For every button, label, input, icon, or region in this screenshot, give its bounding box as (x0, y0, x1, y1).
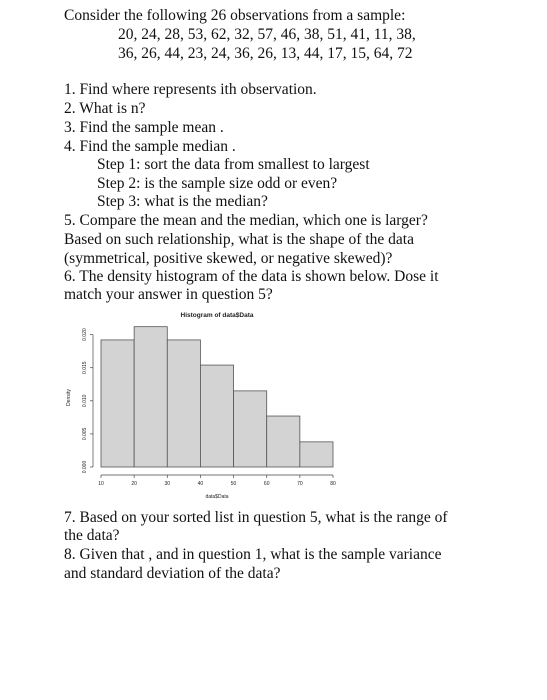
data-values-line-1: 20, 24, 28, 53, 62, 32, 57, 46, 38, 51, 41, 11, 38, (118, 26, 416, 43)
y-axis-label: Density (66, 389, 72, 406)
question-3: 3. Find the sample mean . (64, 119, 224, 136)
question-5-line-3: (symmetrical, positive skewed, or negative skewed)? (64, 250, 393, 267)
x-tick-label: 40 (197, 481, 204, 487)
y-tick-label: 0.015 (82, 361, 88, 374)
question-7-line-1: 7. Based on your sorted list in question 5, what is the range of (64, 509, 448, 526)
question-6-line-1: 6. The density histogram of the data is shown below. Dose it (64, 268, 439, 285)
x-tick-label: 30 (164, 481, 171, 487)
question-4-step-1: Step 1: sort the data from smallest to largest (97, 156, 370, 173)
question-4-step-2: Step 2: is the sample size odd or even? (97, 175, 338, 192)
histogram-bar (234, 391, 267, 467)
histogram-bar (200, 365, 233, 467)
question-4-step-3: Step 3: what is the median? (97, 193, 268, 210)
histogram-bar (134, 327, 167, 467)
x-tick-label: 80 (330, 481, 336, 487)
histogram-bar (300, 442, 333, 467)
x-axis-label: data$Data (205, 494, 229, 500)
y-tick-label: 0.020 (82, 328, 88, 341)
question-5-line-1: 5. Compare the mean and the median, which one is larger? (64, 212, 428, 229)
question-2: 2. What is n? (64, 100, 146, 117)
x-tick-label: 50 (230, 481, 237, 487)
histogram-bar (167, 340, 200, 467)
data-values-line-2: 36, 26, 44, 23, 24, 36, 26, 13, 44, 17, 15, 64, 72 (118, 45, 413, 62)
density-histogram (56, 308, 356, 504)
question-1: 1. Find where represents ith observation. (64, 81, 317, 98)
question-5-line-2: Based on such relationship, what is the shape of the data (64, 231, 414, 248)
question-6-line-2: match your answer in question 5? (64, 286, 273, 303)
chart-title: Histogram of data$Data (180, 312, 254, 319)
question-8-line-2: and standard deviation of the data? (64, 565, 281, 582)
intro-text: Consider the following 26 observations from a sample: (64, 7, 406, 24)
y-tick-label: 0.010 (82, 394, 88, 408)
x-tick-label: 60 (263, 481, 270, 487)
histogram-bar (101, 340, 134, 467)
histogram-svg (56, 308, 356, 504)
x-tick-label: 20 (131, 481, 137, 487)
y-tick-label: 0.000 (82, 460, 88, 474)
histogram-bar (267, 416, 300, 467)
y-tick-label: 0.005 (82, 427, 88, 441)
question-4: 4. Find the sample median . (64, 138, 236, 155)
question-7-line-2: the data? (64, 527, 120, 544)
question-8-line-1: 8. Given that , and in question 1, what is the sample variance (64, 546, 442, 563)
x-tick-label: 10 (98, 481, 104, 487)
x-tick-label: 70 (297, 481, 303, 487)
